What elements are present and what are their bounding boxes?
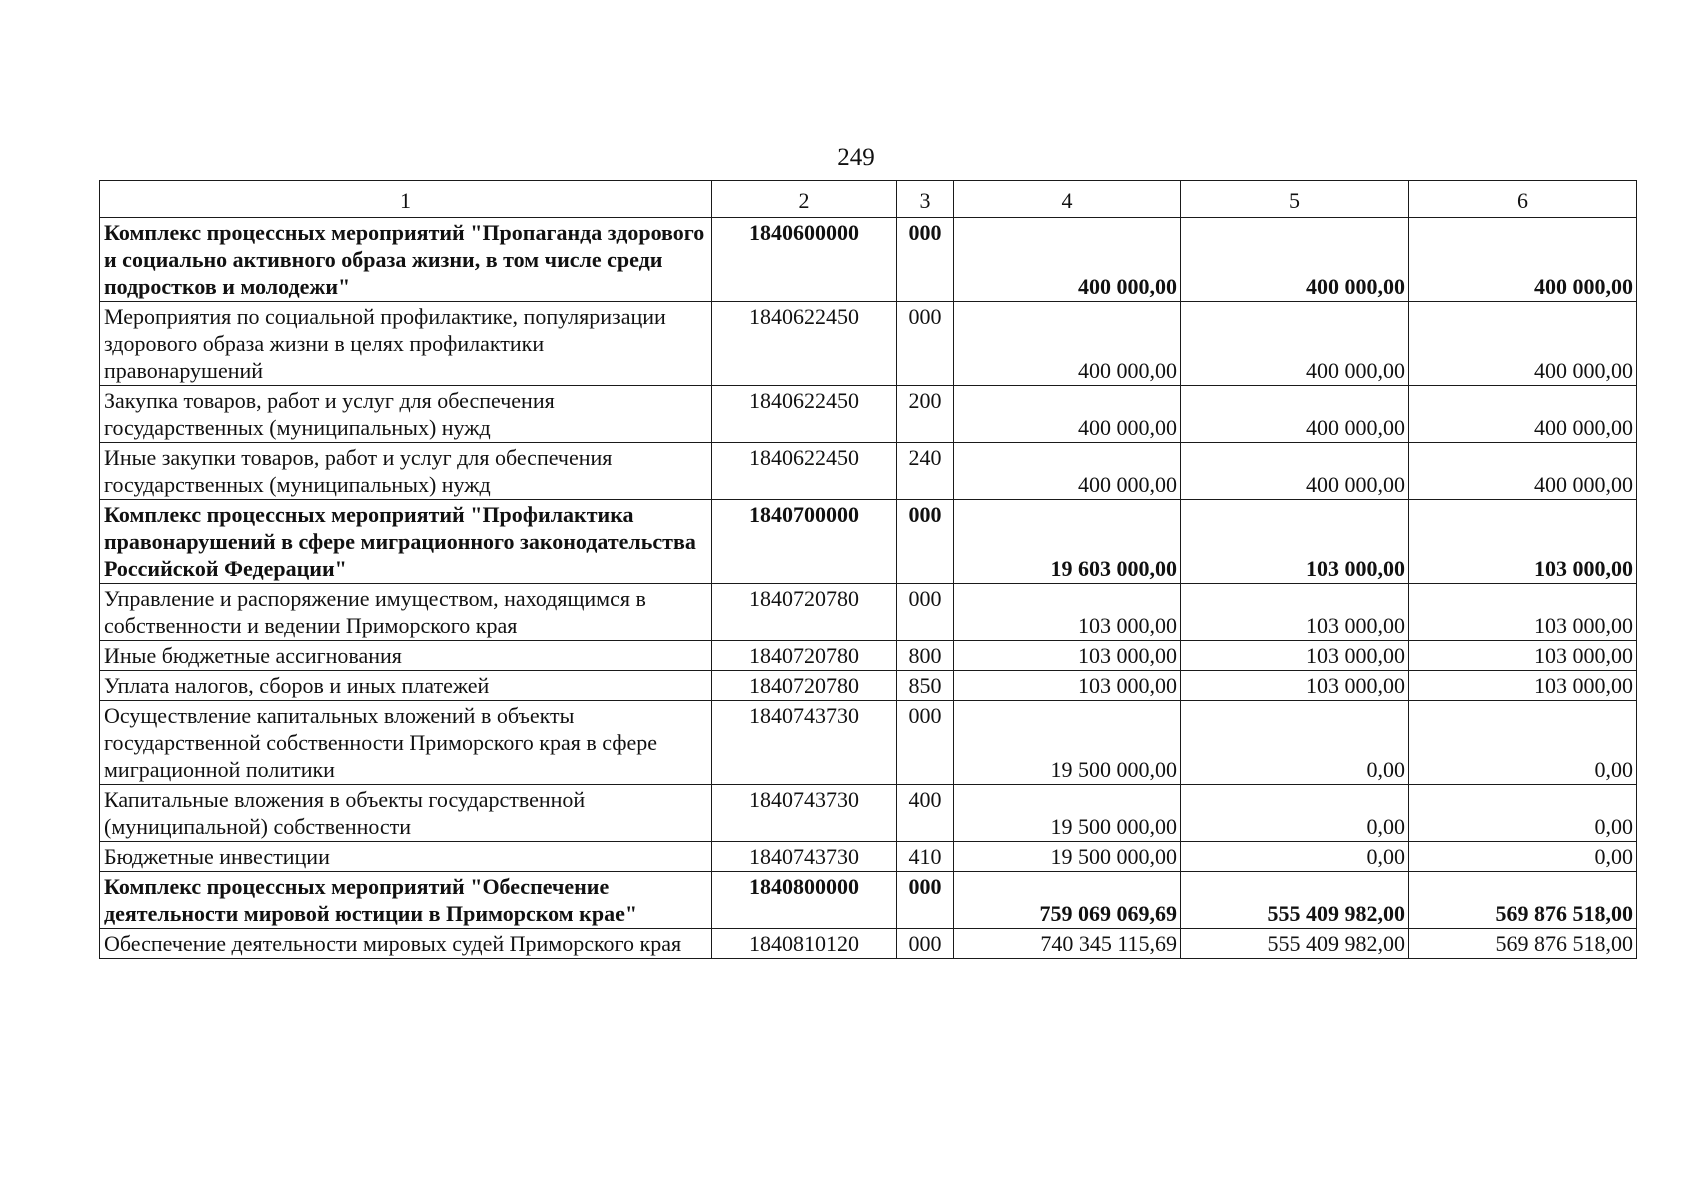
row-amount-col4: 400 000,00	[954, 218, 1181, 302]
row-name: Осуществление капитальных вложений в объекты государственной собственности Приморского края в сфере миграционной политики	[100, 701, 712, 785]
row-amount-col5: 0,00	[1181, 701, 1409, 785]
column-header-row	[100, 181, 1637, 218]
row-name: Закупка товаров, работ и услуг для обеспечения государственных (муниципальных) нужд	[100, 386, 712, 443]
row-amount-col4: 400 000,00	[954, 386, 1181, 443]
row-code: 1840743730	[712, 785, 897, 842]
row-expense-type: 400	[897, 785, 954, 842]
row-amount-col5: 400 000,00	[1181, 302, 1409, 386]
row-expense-type: 800	[897, 641, 954, 671]
row-name: Комплекс процессных мероприятий "Обеспечение деятельности мировой юстиции в Приморском крае"	[100, 872, 712, 929]
column-header: 4	[954, 181, 1181, 218]
table-body	[100, 181, 1637, 959]
row-name: Мероприятия по социальной профилактике, популяризации здорового образа жизни в целях профилактики правонарушений	[100, 302, 712, 386]
table-row	[100, 584, 1637, 641]
row-expense-type: 240	[897, 443, 954, 500]
table-row	[100, 386, 1637, 443]
column-header: 2	[712, 181, 897, 218]
row-code: 1840720780	[712, 671, 897, 701]
row-amount-col4: 19 500 000,00	[954, 701, 1181, 785]
row-code: 1840743730	[712, 842, 897, 872]
table-row	[100, 671, 1637, 701]
row-amount-col5: 400 000,00	[1181, 443, 1409, 500]
table-row	[100, 218, 1637, 302]
row-expense-type: 000	[897, 584, 954, 641]
budget-table	[99, 180, 1637, 959]
row-amount-col6: 569 876 518,00	[1409, 872, 1637, 929]
table-row	[100, 302, 1637, 386]
row-expense-type: 410	[897, 842, 954, 872]
row-amount-col5: 0,00	[1181, 785, 1409, 842]
table-row	[100, 500, 1637, 584]
row-amount-col6: 569 876 518,00	[1409, 929, 1637, 959]
row-amount-col6: 0,00	[1409, 701, 1637, 785]
row-amount-col5: 400 000,00	[1181, 386, 1409, 443]
table-row	[100, 641, 1637, 671]
row-code: 1840743730	[712, 701, 897, 785]
row-name: Бюджетные инвестиции	[100, 842, 712, 872]
row-amount-col4: 103 000,00	[954, 641, 1181, 671]
row-amount-col4: 19 603 000,00	[954, 500, 1181, 584]
row-code: 1840700000	[712, 500, 897, 584]
row-expense-type: 000	[897, 302, 954, 386]
row-expense-type: 000	[897, 218, 954, 302]
row-amount-col6: 0,00	[1409, 785, 1637, 842]
row-amount-col6: 103 000,00	[1409, 671, 1637, 701]
column-header: 6	[1409, 181, 1637, 218]
table-row	[100, 872, 1637, 929]
row-code: 1840600000	[712, 218, 897, 302]
row-name: Комплекс процессных мероприятий "Профилактика правонарушений в сфере миграционного законодательства Российской Федерации"	[100, 500, 712, 584]
row-amount-col4: 19 500 000,00	[954, 785, 1181, 842]
table-row	[100, 701, 1637, 785]
table-row	[100, 929, 1637, 959]
row-name: Управление и распоряжение имуществом, находящимся в собственности и ведении Приморского края	[100, 584, 712, 641]
row-expense-type: 000	[897, 872, 954, 929]
row-amount-col5: 400 000,00	[1181, 218, 1409, 302]
row-amount-col4: 103 000,00	[954, 584, 1181, 641]
row-amount-col6: 0,00	[1409, 842, 1637, 872]
row-amount-col5: 555 409 982,00	[1181, 929, 1409, 959]
row-name: Иные закупки товаров, работ и услуг для обеспечения государственных (муниципальных) нужд	[100, 443, 712, 500]
row-name: Иные бюджетные ассигнования	[100, 641, 712, 671]
row-amount-col6: 400 000,00	[1409, 443, 1637, 500]
row-expense-type: 850	[897, 671, 954, 701]
row-name: Обеспечение деятельности мировых судей Приморского края	[100, 929, 712, 959]
row-amount-col5: 0,00	[1181, 842, 1409, 872]
row-amount-col4: 400 000,00	[954, 302, 1181, 386]
row-amount-col5: 103 000,00	[1181, 641, 1409, 671]
column-header: 5	[1181, 181, 1409, 218]
row-amount-col6: 400 000,00	[1409, 386, 1637, 443]
row-expense-type: 000	[897, 701, 954, 785]
table-row	[100, 842, 1637, 872]
row-amount-col4: 740 345 115,69	[954, 929, 1181, 959]
row-amount-col5: 555 409 982,00	[1181, 872, 1409, 929]
row-code: 1840720780	[712, 584, 897, 641]
row-code: 1840800000	[712, 872, 897, 929]
row-amount-col6: 103 000,00	[1409, 641, 1637, 671]
row-code: 1840810120	[712, 929, 897, 959]
row-amount-col6: 400 000,00	[1409, 302, 1637, 386]
column-header: 1	[100, 181, 712, 218]
row-name: Капитальные вложения в объекты государственной (муниципальной) собственности	[100, 785, 712, 842]
row-code: 1840622450	[712, 443, 897, 500]
row-amount-col4: 103 000,00	[954, 671, 1181, 701]
row-name: Комплекс процессных мероприятий "Пропаганда здорового и социально активного образа жизни, в том числе среди подростков и молодежи"	[100, 218, 712, 302]
row-amount-col5: 103 000,00	[1181, 584, 1409, 641]
row-amount-col5: 103 000,00	[1181, 671, 1409, 701]
column-header: 3	[897, 181, 954, 218]
row-expense-type: 200	[897, 386, 954, 443]
row-code: 1840720780	[712, 641, 897, 671]
page-number: 249	[837, 144, 875, 171]
row-amount-col4: 759 069 069,69	[954, 872, 1181, 929]
row-name: Уплата налогов, сборов и иных платежей	[100, 671, 712, 701]
row-amount-col5: 103 000,00	[1181, 500, 1409, 584]
row-code: 1840622450	[712, 302, 897, 386]
row-amount-col4: 19 500 000,00	[954, 842, 1181, 872]
row-amount-col6: 103 000,00	[1409, 500, 1637, 584]
row-amount-col6: 400 000,00	[1409, 218, 1637, 302]
row-amount-col6: 103 000,00	[1409, 584, 1637, 641]
row-amount-col4: 400 000,00	[954, 443, 1181, 500]
row-expense-type: 000	[897, 929, 954, 959]
table-row	[100, 443, 1637, 500]
row-code: 1840622450	[712, 386, 897, 443]
row-expense-type: 000	[897, 500, 954, 584]
table-row	[100, 785, 1637, 842]
